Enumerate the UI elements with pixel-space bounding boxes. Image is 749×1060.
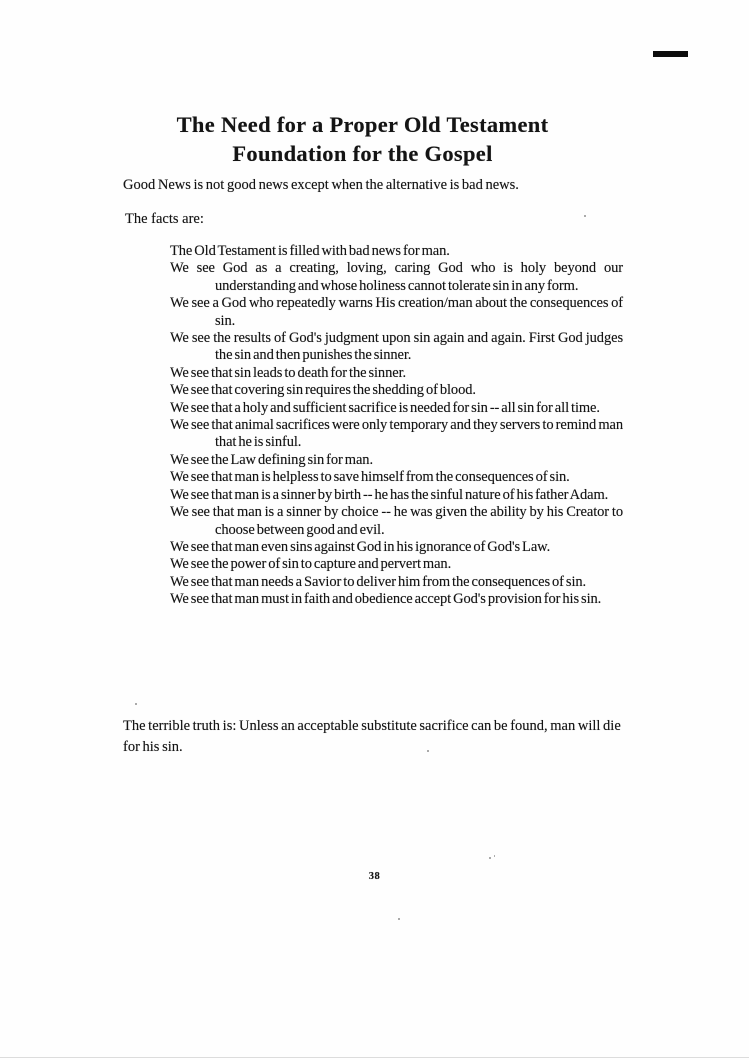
fact-item-6: We see that covering sin requires the shedding of blood. [170,382,476,399]
facts-list [123,243,623,609]
conclusion-paragraph: The terrible truth is: Unless an acceptable substitute sacrifice can be found, man will die for his sin. [123,718,621,755]
facts-label: The facts are: [125,211,204,227]
fact-item-16: We see that man must in faith and obedience accept God's provision for his sin. [170,591,602,608]
fact-item-1: The Old Testament is filled with bad news for man. [170,243,450,259]
fact-item-2: We see God as a creating, loving, caring God who is holy beyond our understanding and whose holiness cannot tolerate sin in any form. [170,260,623,294]
scan-speck [427,750,429,752]
scan-speck [398,918,400,920]
scan-edge-line [0,1057,749,1058]
fact-item-11: We see that man is a sinner by birth -- he has the sinful nature of his father Adam. [170,486,609,503]
fact-item-12: We see that man is a sinner by choice -- he was given the ability by his Creator to choose between good and evil. [170,504,623,538]
title-line-2: Foundation for the Gospel [232,141,493,166]
intro-paragraph: Good News is not good news except when the alternative is bad news. [123,177,519,193]
page-number: 38 [368,871,381,882]
scan-speck [489,857,491,859]
scan-speck [494,855,495,857]
fact-item-15: We see that man needs a Savior to deliver him from the consequences of sin. [170,573,587,590]
fact-item-7: We see that a holy and sufficient sacrifice is needed for sin -- all sin for all time. [170,399,600,416]
scan-speck [135,703,137,705]
scan-speck [584,215,586,217]
fact-item-4: We see the results of God's judgment upon sin again and again. First God judges the sin and then punishes the sinner. [170,330,623,364]
fact-item-14: We see the power of sin to capture and pervert man. [170,556,452,573]
fact-item-9: We see the Law defining sin for man. [170,451,373,468]
page-corner-mark [653,51,688,57]
title-line-1: The Need for a Proper Old Testament [176,112,549,137]
fact-item-5: We see that sin leads to death for the sinner. [170,364,407,381]
document-title [0,110,737,168]
fact-item-10: We see that man is helpless to save himself from the consequences of sin. [170,469,570,486]
fact-item-3: We see a God who repeatedly warns His creation/man about the consequences of sin. [170,295,623,329]
fact-item-8: We see that animal sacrifices were only temporary and they servers to remind man that he is sinful. [170,417,623,451]
fact-item-13: We see that man even sins against God in his ignorance of God's Law. [170,538,551,555]
